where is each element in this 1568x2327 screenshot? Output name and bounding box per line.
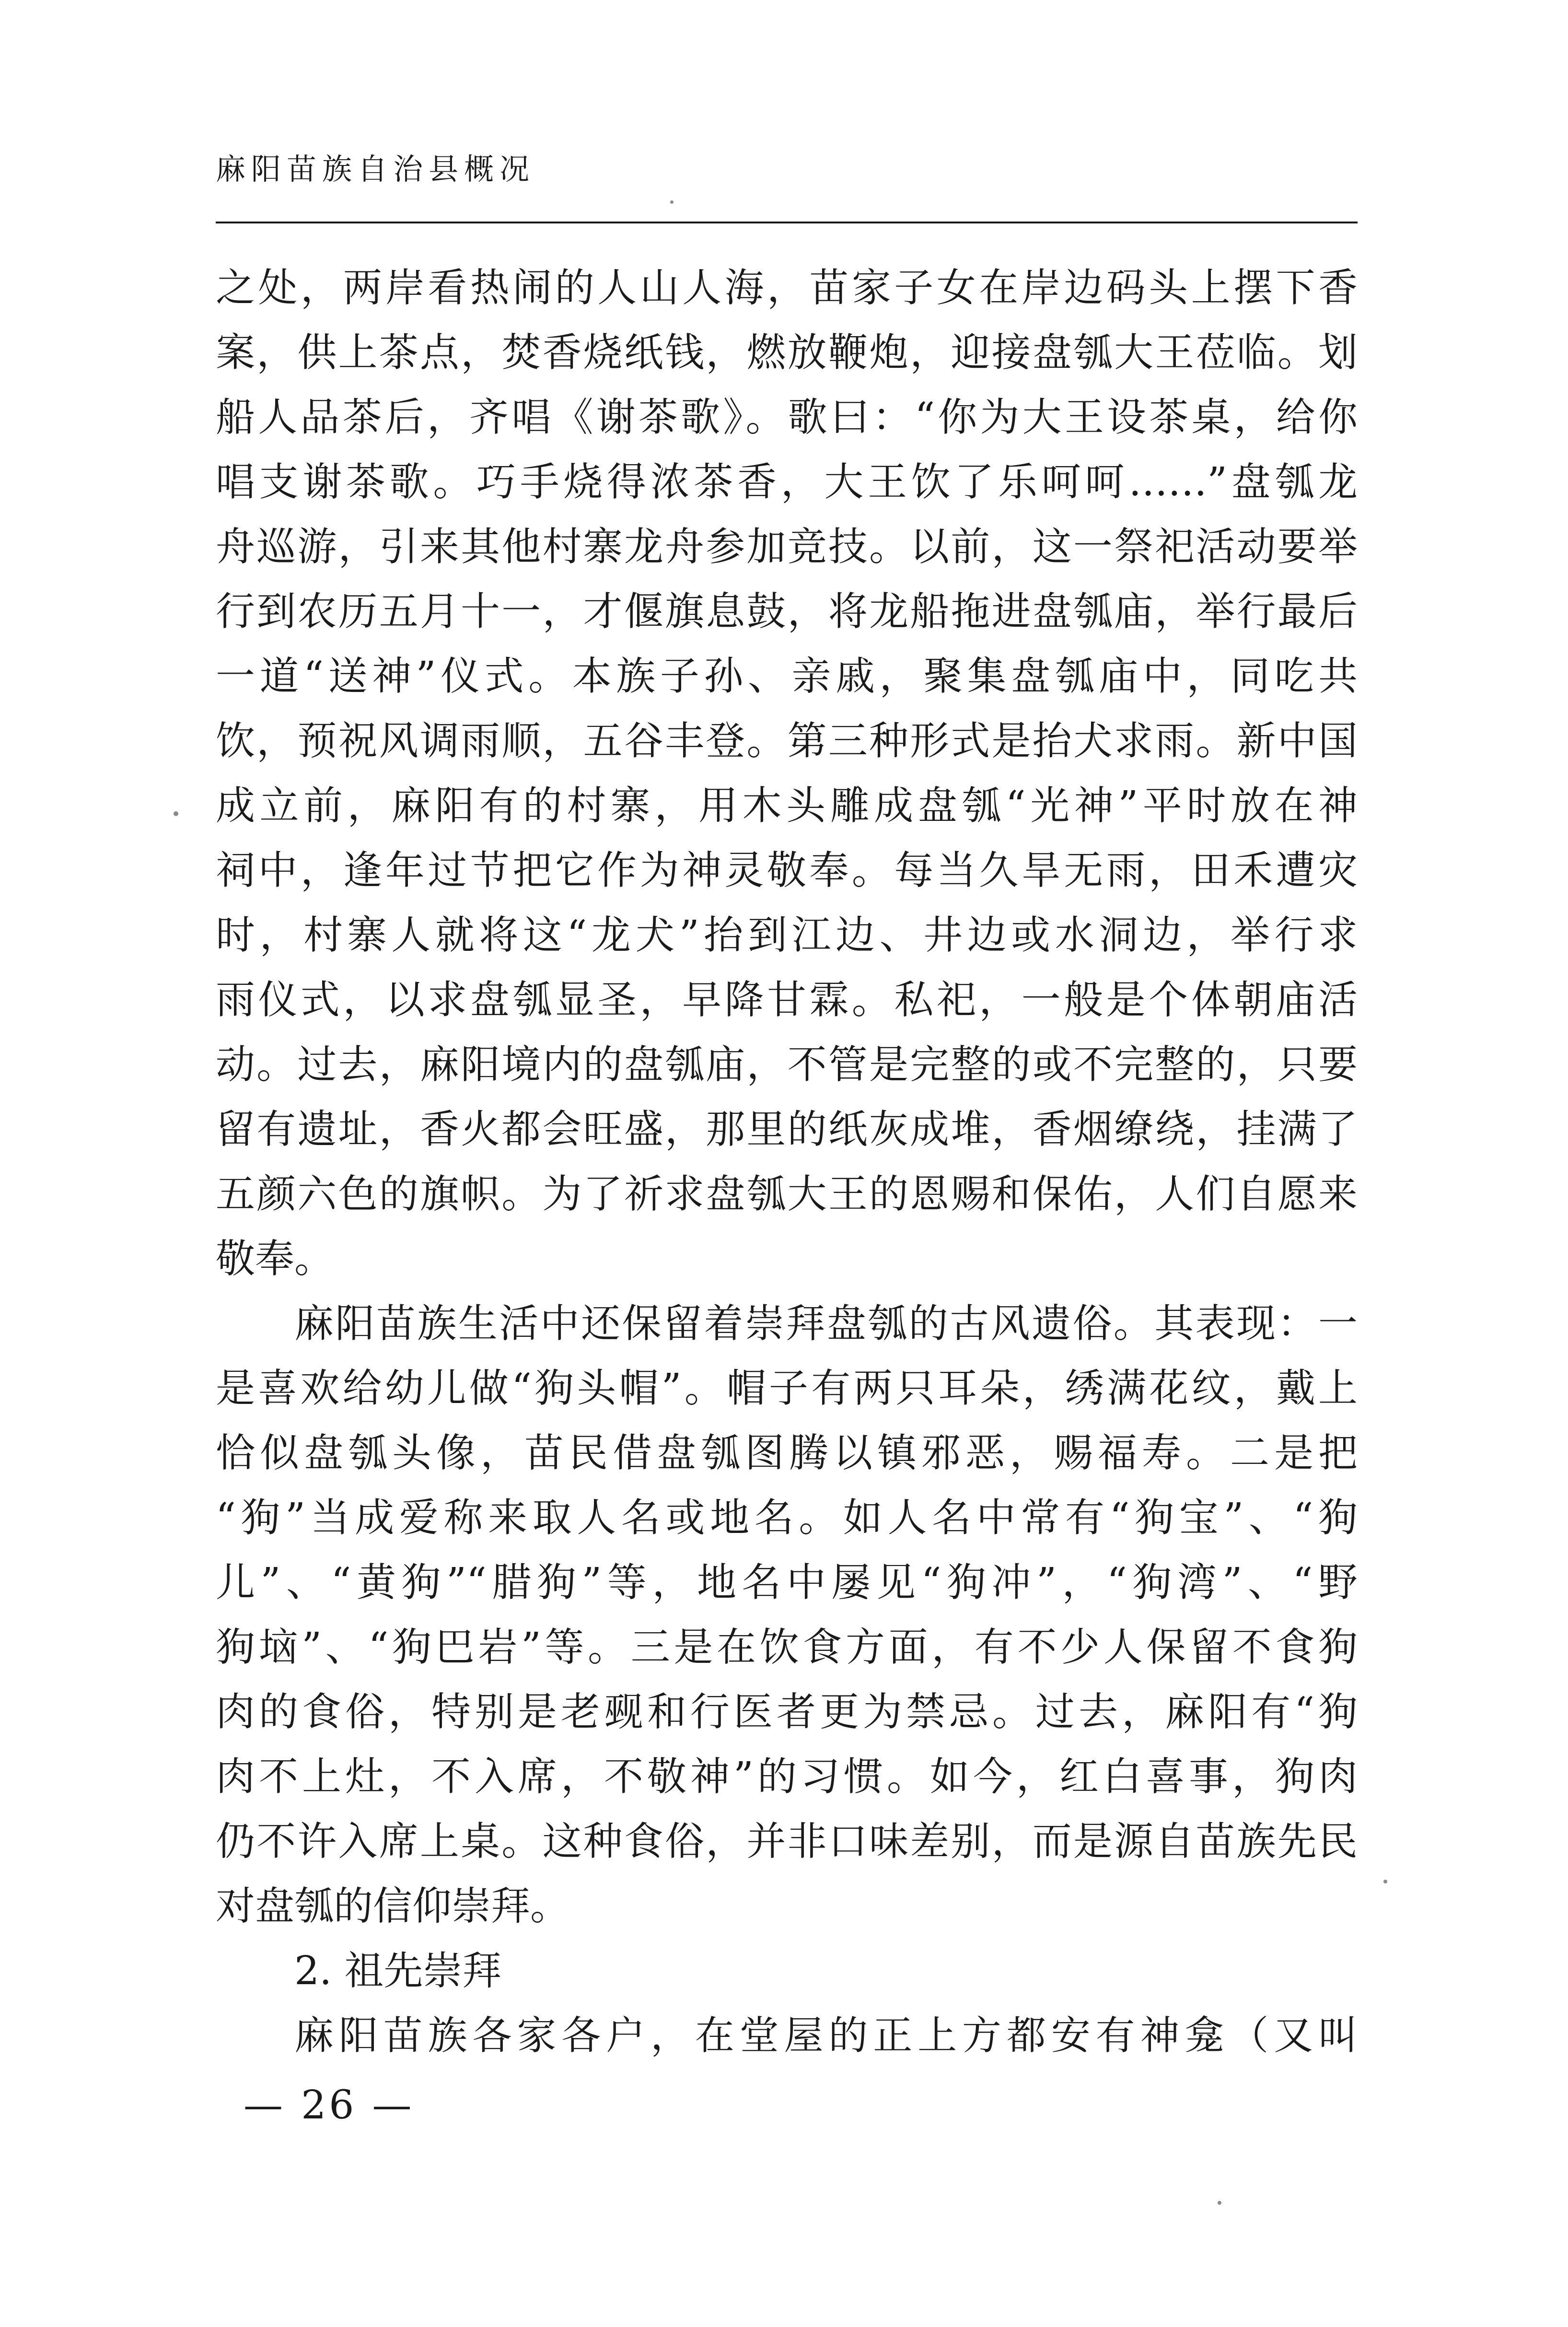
page-number: — 26 — [244, 2082, 415, 2128]
text-line: 案，供上茶点，焚香烧纸钱，燃放鞭炮，迎接盘瓠大王莅临。划 [216, 330, 1358, 375]
text-line: 成立前，麻阳有的村寨，用木头雕成盘瓠“光神”平时放在神 [216, 783, 1358, 829]
scan-speck [1383, 1880, 1387, 1883]
text-line: 一道“送神”仪式。本族子孙、亲戚，聚集盘瓠庙中，同吃共 [216, 654, 1358, 699]
text-line: 雨仪式，以求盘瓠显圣，早降甘霖。私祀，一般是个体朝庙活 [216, 977, 1358, 1023]
text-line: 麻阳苗族各家各户，在堂屋的正上方都安有神龛（又叫 [294, 2013, 1358, 2058]
text-line: 饮，预祝风调雨顺，五谷丰登。第三种形式是抬犬求雨。新中国 [216, 718, 1358, 764]
text-line: 肉不上灶，不入席，不敬神”的习惯。如今，红白喜事，狗肉 [216, 1754, 1358, 1800]
scan-speck [670, 200, 674, 204]
text-line: 恰似盘瓠头像，苗民借盘瓠图腾以镇邪恶，赐福寿。二是把 [216, 1430, 1358, 1476]
text-line: 唱支谢茶歌。巧手烧得浓茶香，大王饮了乐呵呵……”盘瓠龙 [216, 459, 1358, 505]
header-rule [216, 222, 1358, 223]
paragraph-first-line: 麻阳苗族生活中还保留着崇拜盘瓠的古风遗俗。其表现：一 [294, 1301, 1358, 1346]
text-line: 祠中，逢年过节把它作为神灵敬奉。每当久旱无雨，田禾遭灾 [216, 848, 1358, 893]
text-line: 肉的食俗，特别是老觋和行医者更为禁忌。过去，麻阳有“狗 [216, 1689, 1358, 1735]
text-line: 是喜欢给幼儿做“狗头帽”。帽子有两只耳朵，绣满花纹，戴上 [216, 1366, 1358, 1411]
text-line: 五颜六色的旗帜。为了祈求盘瓠大王的恩赐和保佑，人们自愿来 [216, 1171, 1358, 1217]
text-line: 对盘瓠的信仰崇拜。 [216, 1883, 570, 1929]
text-line: 船人品茶后，齐唱《谢茶歌》。歌曰：“你为大王设茶桌，给你 [216, 395, 1358, 440]
text-line: 行到农历五月十一，才偃旗息鼓，将龙船拖进盘瓠庙，举行最后 [216, 589, 1358, 634]
text-line: 留有遗址，香火都会旺盛，那里的纸灰成堆，香烟缭绕，挂满了 [216, 1107, 1358, 1152]
text-line: “狗”当成爱称来取人名或地名。如人名中常有“狗宝”、“狗 [216, 1495, 1358, 1541]
text-line: 之处，两岸看热闹的人山人海，苗家子女在岸边码头上摆下香 [216, 265, 1358, 311]
text-line: 儿”、“黄狗”“腊狗”等，地名中屡见“狗冲”，“狗湾”、“野 [216, 1560, 1358, 1605]
text-line: 敬奉。 [216, 1236, 334, 1282]
text-line: 时，村寨人就将这“龙犬”抬到江边、井边或水洞边，举行求 [216, 912, 1358, 958]
text-line: 动。过去，麻阳境内的盘瓠庙，不管是完整的或不完整的，只要 [216, 1042, 1358, 1087]
section-heading: 2. 祖先崇拜 [294, 1948, 502, 1994]
text-line: 舟巡游，引来其他村寨龙舟参加竞技。以前，这一祭祀活动要举 [216, 524, 1358, 570]
text-line: 仍不许入席上桌。这种食俗，并非口味差别，而是源自苗族先民 [216, 1819, 1358, 1864]
text-line: 狗垴”、“狗巴岩”等。三是在饮食方面，有不少人保留不食狗 [216, 1625, 1358, 1670]
scan-speck [174, 811, 178, 816]
scan-speck [1218, 2201, 1221, 2205]
running-head: 麻阳苗族自治县概况 [216, 152, 535, 187]
